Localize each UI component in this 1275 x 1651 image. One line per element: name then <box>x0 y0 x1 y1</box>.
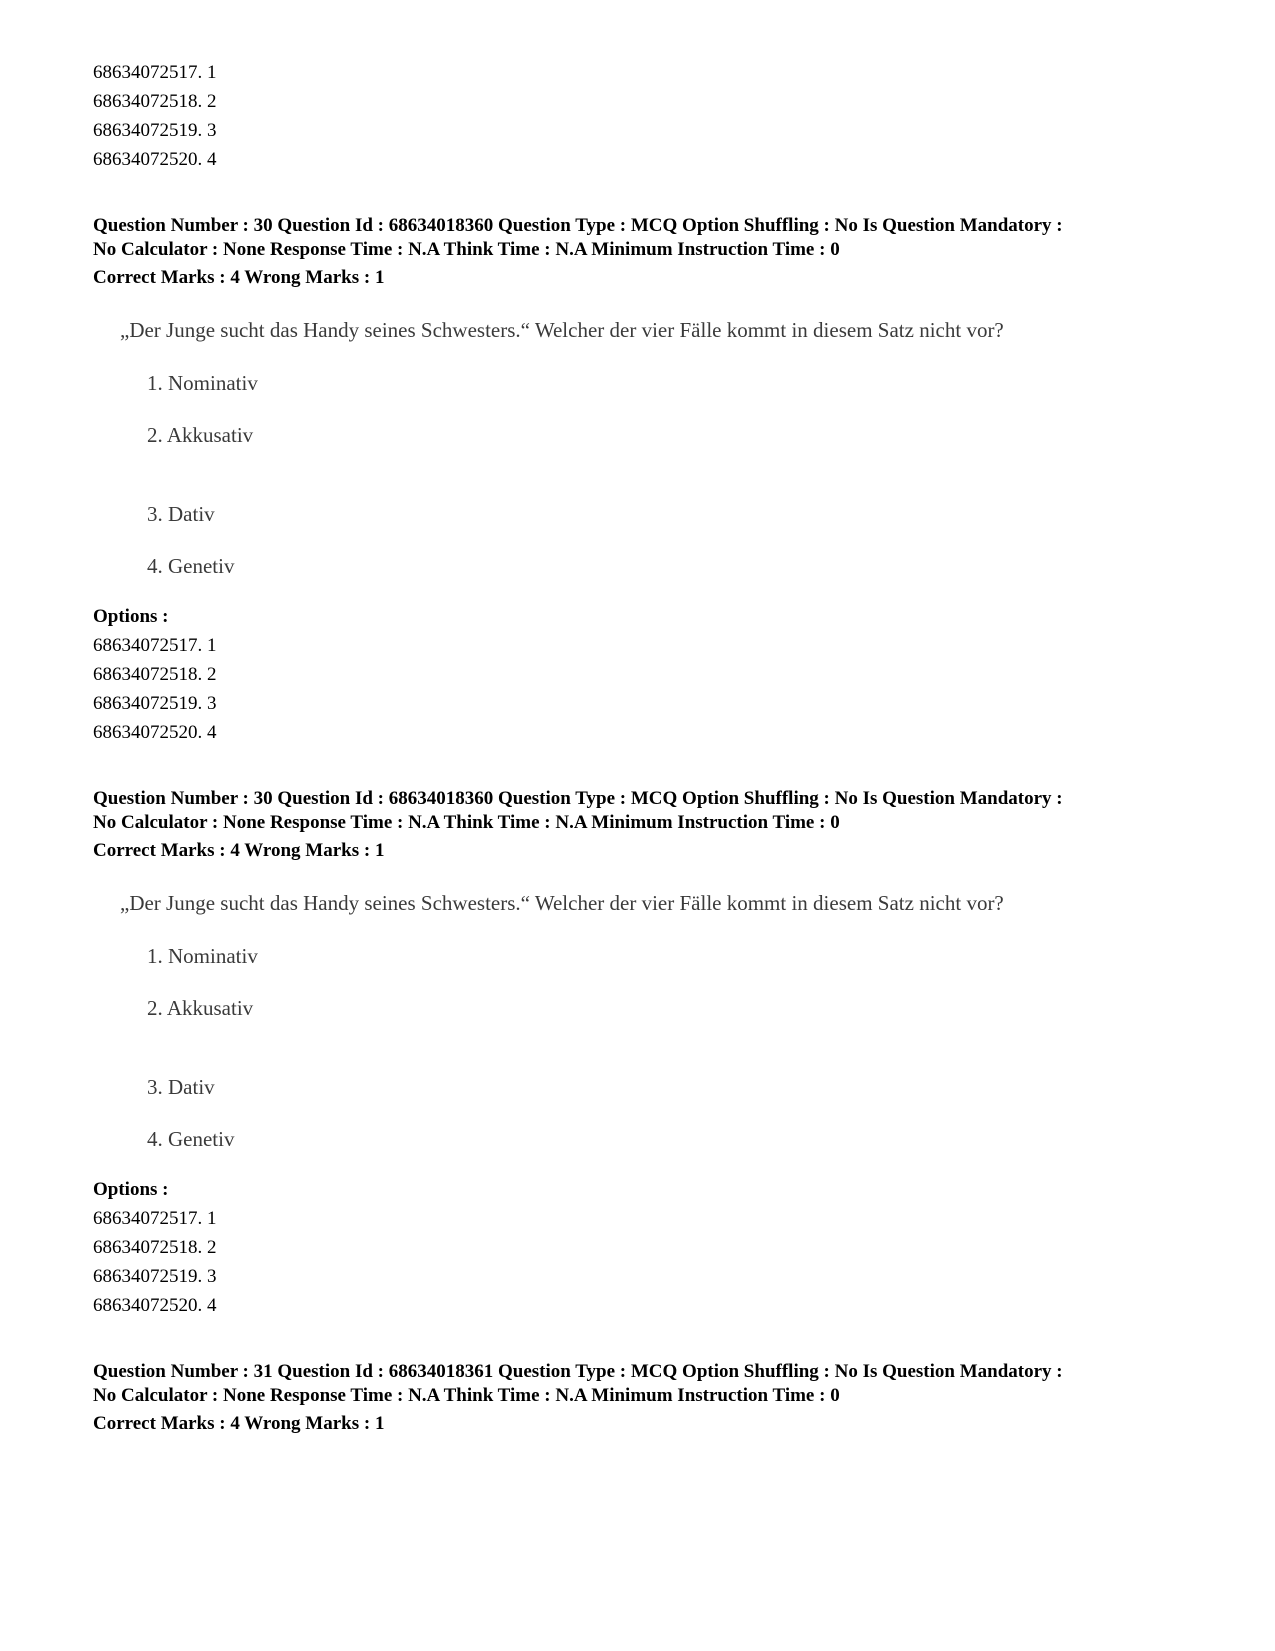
question-header <box>93 214 1193 262</box>
option-id-line: 68634072519. 3 <box>93 1266 217 1287</box>
question-header-line: No Calculator : None Response Time : N.A Think Time : N.A Minimum Instruction Time : 0 <box>93 1385 840 1406</box>
question-header-line: No Calculator : None Response Time : N.A Think Time : N.A Minimum Instruction Time : 0 <box>93 812 840 833</box>
question-marks: Correct Marks : 4 Wrong Marks : 1 <box>93 1413 385 1434</box>
option-id-line: 68634072518. 2 <box>93 91 217 112</box>
answer-choice: 2. Akkusativ <box>147 423 254 447</box>
options-label: Options : <box>93 1179 169 1200</box>
option-id-line: 68634072520. 4 <box>93 149 217 170</box>
option-id-line: 68634072519. 3 <box>93 120 217 141</box>
question-header-line: Question Number : 30 Question Id : 68634018360 Question Type : MCQ Option Shuffling : No Is Question Mandatory : <box>93 788 1063 809</box>
question-header-line: Question Number : 31 Question Id : 68634018361 Question Type : MCQ Option Shuffling : No Is Question Mandatory : <box>93 1361 1063 1382</box>
option-id-line: 68634072518. 2 <box>93 664 217 685</box>
options-label: Options : <box>93 606 169 627</box>
answer-choice: 1. Nominativ <box>147 944 258 968</box>
question-block <box>93 1360 1193 1436</box>
previous-options-list <box>93 58 1193 174</box>
option-id-line: 68634072520. 4 <box>93 722 217 743</box>
answer-choice: 4. Genetiv <box>147 1127 235 1151</box>
question-text: „Der Junge sucht das Handy seines Schwesters.“ Welcher der vier Fälle kommt in diesem Satz nicht vor? <box>120 891 1004 915</box>
question-block <box>93 214 1193 747</box>
answer-choice: 4. Genetiv <box>147 554 235 578</box>
answer-choice: 2. Akkusativ <box>147 996 254 1020</box>
question-text: „Der Junge sucht das Handy seines Schwesters.“ Welcher der vier Fälle kommt in diesem Satz nicht vor? <box>120 318 1004 342</box>
question-header <box>93 787 1193 835</box>
option-id-line: 68634072517. 1 <box>93 635 217 656</box>
question-header-line: Question Number : 30 Question Id : 68634018360 Question Type : MCQ Option Shuffling : No Is Question Mandatory : <box>93 215 1063 236</box>
option-id-line: 68634072520. 4 <box>93 1295 217 1316</box>
question-block <box>93 787 1193 1320</box>
question-header-line: No Calculator : None Response Time : N.A Think Time : N.A Minimum Instruction Time : 0 <box>93 239 840 260</box>
option-id-line: 68634072518. 2 <box>93 1237 217 1258</box>
question-header <box>93 1360 1193 1408</box>
answer-choice: 3. Dativ <box>147 502 215 526</box>
answer-choice: 1. Nominativ <box>147 371 258 395</box>
question-marks: Correct Marks : 4 Wrong Marks : 1 <box>93 840 385 861</box>
question-marks: Correct Marks : 4 Wrong Marks : 1 <box>93 267 385 288</box>
option-id-line: 68634072519. 3 <box>93 693 217 714</box>
answer-choice: 3. Dativ <box>147 1075 215 1099</box>
document-page <box>93 58 1193 1436</box>
option-id-line: 68634072517. 1 <box>93 62 217 83</box>
option-id-line: 68634072517. 1 <box>93 1208 217 1229</box>
